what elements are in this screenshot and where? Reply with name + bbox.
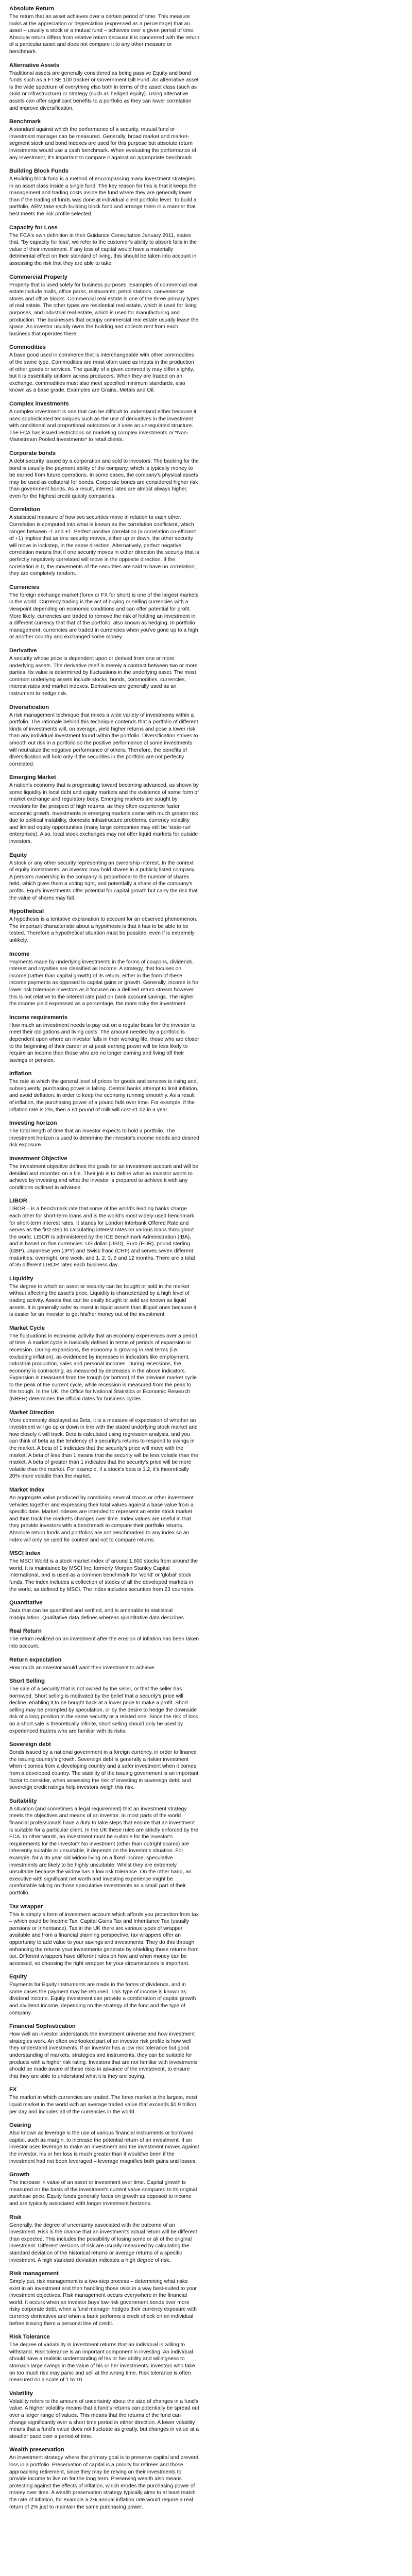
glossary-definition: The increase in value of an asset or investment over time. Capital growth is measured on the basis of the investment's current value compared to its original purchase price. Equity funds generally focus on growth as opposed to income and are typically associated with longer investment horizons. bbox=[9, 2180, 197, 2207]
glossary-entry bbox=[9, 400, 199, 444]
glossary-term: Investment Objective bbox=[9, 1156, 67, 1162]
glossary-term: Complex investments bbox=[9, 400, 69, 407]
glossary-term: MSCI Index bbox=[9, 1550, 41, 1557]
glossary-definition: The MSCI World is a stock market index of around 1,600 stocks from around the world. It is maintained by MSCI Inc, formerly Morgan Stanley Capital International, and is used as a common benchmark for 'world' or 'global' stock funds. The index includes a collection of stocks of all the developed markets in the world, as defined by MSCI. The index includes securities from 23 countries. bbox=[9, 1558, 198, 1592]
glossary-term: LIBOR bbox=[9, 1198, 27, 1205]
glossary-term: Short Selling bbox=[9, 1678, 45, 1685]
glossary-definition: The fluctuations in economic activity that an economy experiences over a period of time. A market cycle is basically defined in terms of periods of expansion or recession. During expansions, the economy is growing in real terms (i.e. excluding inflation), as evidenced by increases in indicators like employment, industrial production, sales and personal incomes. During recessions, the economy is contracting, as measured by decreases in the above indicators. Expansion is measured from the trough (or bottom) of the previous market cycle to the peak of the current cycle, while recession is measured from the peak to the trough. In the UK, the Office for National Statistics or Economic Research (NBER) determines the official dates for business cycles. bbox=[9, 1333, 198, 1402]
glossary-entry bbox=[9, 450, 199, 500]
glossary-term: Derivative bbox=[9, 647, 37, 654]
glossary-definition: A stock or any other security representing an ownership interest. In the context of equity investments, an investor may hold shares in a publicly listed company. A person's ownership in the company is proportional to the number of shares held, which gives them a voting right, and potentially a share of the company's profits. Equity investments offer potential for capital growth but carry the risk that the value of shares may fall. bbox=[9, 860, 198, 901]
glossary-entry bbox=[9, 1550, 199, 1593]
glossary-entry bbox=[9, 908, 199, 944]
glossary-entry bbox=[9, 2122, 199, 2165]
glossary-entry bbox=[9, 1409, 199, 1480]
glossary-definition: Payments made by underlying investments in the forms of coupons, dividends, interest and royalties are classified as Income. A strategy, that focuses on income (rather than capital growth) of its return, either in the form of these income payments as opposed to capital gains or growth. Generally, income is for lower risk tolerance investors as it focuses on a defined return stream however this is not relative to the interest rate paid on bank account savings. The higher the income yield expressed as a percentage, the more risky the investment. bbox=[9, 959, 199, 1007]
glossary-term: Gearing bbox=[9, 2122, 31, 2129]
glossary-definition: Payments for Equity instruments are made in the forms of dividends, and in some cases the payment may be returned. This type of income is known as dividend income. Equity investment can provide a combination of capital growth and dividend income, depending on the strategy of the fund and the type of company. bbox=[9, 1982, 196, 2016]
glossary-definition: LIBOR – is a benchmark rate that some of the world's leading banks charge each other for short-term loans and is the world's most widely-used benchmark for short-term interest rates. It stands for London Interbank Offered Rate and serves as the first step to calculating interest rates on various loans throughout the world. LIBOR is administered by the ICE Benchmark Administration (IBA), and is based on five currencies: US dollar (USD), Euro (EUR), pound sterling (GBP), Japanese yen (JPY) and Swiss franc (CHF) and serves seven different maturities: overnight, one week, and 1, 2, 3, 6 and 12 months. There are a total of 35 different LIBOR rates each business day. bbox=[9, 1206, 195, 1268]
glossary-entry bbox=[9, 1155, 199, 1191]
glossary-term: Commodities bbox=[9, 344, 46, 351]
glossary-term: FX bbox=[9, 2087, 17, 2093]
glossary-definition: A Building block fund is a method of encompassing many investment strategies in an asset class inside a single fund. The key reason for this is that it keeps the management and trading costs inside the fund where they are generally lower than if the trading of funds was done at individual client portfolio level. To build a portfolio, ARM take each building block fund and arrange them in a manner that best meets the risk profile selected. bbox=[9, 176, 197, 217]
glossary-entry bbox=[9, 647, 199, 698]
glossary-term: Building Block Funds bbox=[9, 168, 68, 175]
glossary-definition: Property that is used solely for business purposes. Examples of commercial real estate include malls, office parks, restaurants, petrol stations, convenience stores and office blocks. Commercial real estate is one of the three primary types of real estate. The other types are residential real estate, which is used for living purposes, and industrial real estate, which is used for manufacturing and production. The businesses that occupy commercial real estate usually lease the space. An investor usually owns the building and collects rent from each business that operates there. bbox=[9, 282, 199, 337]
glossary-definition: A base good used in commerce that is interchangeable with other commodities of the same type. Commodities are most often used as inputs in the production of other goods or services. The quality of a given commodity may differ slightly, but it is essentially uniform across producers. When they are traded on an exchange, commodities must also meet specified minimum standards, also known as a base grade. Examples are Grains, Metals and Oil. bbox=[9, 352, 194, 394]
glossary-entry bbox=[9, 62, 199, 112]
glossary-term: Correlation bbox=[9, 506, 40, 513]
glossary-entry bbox=[9, 852, 199, 902]
glossary-term: Risk Tolerance bbox=[9, 2334, 50, 2341]
glossary-definition: A security whose price is dependent upon or derived from one or more underlying assets. The derivative itself is merely a contract between two or more parties. Its value is determined by fluctuations in the underlying asset. The most common underlying assets include stocks, bonds, commodities, currencies, interest rates and market indexes. Derivatives are generally used as an instrument to hedge risk. bbox=[9, 655, 198, 697]
glossary-entry bbox=[9, 224, 199, 267]
glossary-definition: The degree of variability in investment returns that an individual is willing to withstand. Risk tolerance is an important component in investing. An individual should have a realistic understanding of his or her ability and willingness to stomach large swings in the value of his or her investments; investors who take on too much risk may panic and sell at the wrong time. Risk tolerance is often measured on a scale of 1 to 10. bbox=[9, 2342, 195, 2383]
glossary-definition: The return realized on an investment after the erosion of inflation has been taken into account. bbox=[9, 1636, 199, 1649]
glossary-definition: A risk management technique that mixes a wide variety of investments within a portfolio. The rationale behind this technique contends that a portfolio of different kinds of investments will, on average, yield higher returns and pose a lower risk than any individual investment found within the portfolio. Diversification strives to smooth out risk in a portfolio so the positive performance of some investments will neutralize the negative performance of others. Therefore, the benefits of diversification will hold only if the securities in the portfolio are not perfectly correlated. bbox=[9, 712, 198, 767]
glossary-entry bbox=[9, 1070, 199, 1113]
glossary-definition: The FCA's own definition in their Guidance Consultation January 2011, states that, "by capacity for loss', we refer to the customer's ability to absorb falls in the value of their investment. If any loss of capital would have a materially detrimental effect on their standard of living, this should be taken into account in assessing the risk that they are able to take. bbox=[9, 232, 197, 267]
glossary-term: Risk bbox=[9, 2214, 22, 2221]
glossary-definition: A hypothesis is a tentative explanation to account for an observed phenomenon. The important characteristic about a hypothesis is that it has to be able to be tested. Therefore a hypothetical situation must be possible, even if is extremely unlikely. bbox=[9, 917, 198, 943]
glossary-columns bbox=[9, 5, 403, 2576]
glossary-definition: A statistical measure of how two securities move in relation to each other. Correlation is computed into what is known as the correlation coefficient, which ranges between -1 and +1. Perfect positive correlation (a correlation co-efficient of +1) implies that as one security moves, either up or down, the other security will move in lockstep, in the same direction. Alternatively, perfect negative correlation means that if one security moves in either direction the security that is perfectly negatively correlated will move in the opposite direction. If the correlation is 0, the movements of the securities are said to have no correlation; they are completely random. bbox=[9, 515, 199, 577]
glossary-definition: This is simply a form of investment account which affords you protection from tax – which could be Income Tax, Capital Gains Tax and Inheritance Tax (usually pensions or Inheritance). Tax in the UK there are various types of wrapper available and from a financial planning perspective, tax wrappers offer an opportunity to add value to your savings and investments. They do this through enhancing the returns your investments generate by shielding those returns from tax. Different wrappers have different rules on how and when money can be accessed, so choosing the right wrapper for your circumstances is important. bbox=[9, 1911, 199, 1967]
glossary-term: Currencies bbox=[9, 584, 40, 590]
glossary-definition: A debt security issued by a corporation and sold to investors. The backing for the bond is usually the payment ability of the company, which is typically money to be earned from future operations. In some cases, the company's physical assets may be used as collateral for bonds. Corporate bonds are considered higher risk than government bonds. As a result, interest rates are almost always higher, even for the highest credit quality companies. bbox=[9, 458, 199, 499]
glossary-term: Investing horizon bbox=[9, 1120, 57, 1127]
glossary-entry bbox=[9, 5, 199, 56]
glossary-entry bbox=[9, 1325, 199, 1403]
glossary-term: Capacity for Loss bbox=[9, 224, 58, 231]
glossary-definition: Also known as leverage is the use of various financial instruments or borrowed capital, such as margin, to increase the potential return of an investment. If an investor uses leverage to make an investment and the investment moves against the investor, his or her loss is much greater than it would've been if the investment had not been leveraged – leverage magnifies both gains and losses. bbox=[9, 2130, 199, 2164]
glossary-term: Emerging Market bbox=[9, 774, 56, 781]
glossary-entry bbox=[9, 274, 199, 338]
glossary-definition: Volatility refers to the amount of uncertainty about the size of changes in a fund's value. A higher volatility means that a fund's returns can potentially be spread out over a larger range of values. This means that the returns of the fund can change significantly over a short time period in either direction. A lower volatility means that a fund's value does not fluctuate as greatly, but changes in value at a steadier pace over a period of time. bbox=[9, 2398, 199, 2439]
glossary-term: Return expectation bbox=[9, 1656, 62, 1663]
glossary-entry bbox=[9, 704, 199, 768]
glossary-term: Risk management bbox=[9, 2270, 59, 2277]
glossary-term: Alternative Assets bbox=[9, 62, 60, 69]
glossary-entry bbox=[9, 584, 199, 641]
glossary-definition: An investment strategy where the primary goal is to preserve capital and prevent loss in a portfolio. Preservation of capital is a priority for retirees and those approaching retirement, since they may be relying on their investments to provide income to live on for the long term. Preserving wealth also means protecting against the effects of inflation, which erodes the purchasing power of money over time. A wealth preservation strategy typically aims to at least match the rate of inflation, for example a 2% annual inflation rate would require a real return of 2% just to maintain the same purchasing power. bbox=[9, 2455, 198, 2510]
glossary-term: Benchmark bbox=[9, 118, 41, 125]
glossary-entry bbox=[9, 167, 199, 218]
glossary-definition: The sale of a security that is not owned by the seller, or that the seller has borrowed. Short selling is motivated by the belief that a security's price will decline, enabling it to be bought back at a lower price to make a profit. Short selling may be prompted by speculation, or by the desire to hedge the downside risk of a long position in the same security or a related one. Since the risk of loss on a short sale is theoretically infinite, short selling should only be used by experienced traders who are familiar with its risks. bbox=[9, 1686, 198, 1734]
glossary-definition: Bonds issued by a national government in a foreign currency, in order to finance the issuing country's growth. Sovereign debt is generally a riskier investment when it comes from a developing country and a safer investment when it comes from a developed country. The stability of the issuing government is an important factor to consider, when assessing the risk of investing in sovereign debt, and sovereign credit ratings help investors weigh this risk. bbox=[9, 1750, 199, 1791]
glossary-term: Hypothetical bbox=[9, 908, 44, 915]
glossary-term: Real Return bbox=[9, 1628, 42, 1635]
glossary-entry bbox=[9, 1903, 199, 1968]
glossary-definition: How much an investor would want their investment to achieve. bbox=[9, 1665, 156, 1671]
glossary-definition: More commonly displayed as Beta, it is a measure of expectation of whether an investment will go up or down in line with the stated underlying stock market and how closely it will track. Beta is calculated using regression analysis, and you can think of beta as the tendency of a security's returns to respond to swings in the market. A beta of 1 indicates that the security's price will move with the market. A beta of less than 1 means that the security will be less volatile than the market. A beta of greater than 1 indicates that the security's price will be more volatile than the market. For example, if a stock's beta is 1.2, it's theoretically 20% more volatile than the market. bbox=[9, 1417, 198, 1480]
glossary-term: Market Direction bbox=[9, 1409, 55, 1416]
glossary-term: Suitability bbox=[9, 1798, 37, 1804]
glossary-term: Sovereign debt bbox=[9, 1741, 51, 1748]
glossary-term: Volatility bbox=[9, 2390, 33, 2397]
glossary-entry bbox=[9, 1120, 199, 1149]
glossary-term: Commercial Property bbox=[9, 274, 68, 280]
glossary-term: Absolute Return bbox=[9, 6, 55, 12]
glossary-definition: How well an investor understands the investment universe and how investment strategies work. An often overlooked part of an investor risk profile is how well they understand investments. If an investor has a low risk tolerance but good understanding of markets, strategies and instruments, they can be suitable for products with a higher risk rating. Investors that are not familiar with investments should be made aware of these risks in advance of the investment, to ensure that they are able to understand what it is they are buying. bbox=[9, 2031, 198, 2079]
glossary-term: Growth bbox=[9, 2172, 30, 2178]
glossary-entry bbox=[9, 2333, 199, 2384]
glossary-entry bbox=[9, 344, 199, 394]
glossary-definition: A complex investment is one that can be difficult to understand either because it uses sophisticated techniques such as the use of derivatives in the investment with conditional and proportional outcomes or it uses an unregulated structure. The FCA has issued restrictions on marketing complex investments or *Non-Mainstream Pooled Investments* to retail clients. bbox=[9, 409, 197, 443]
glossary-entry bbox=[9, 1628, 199, 1650]
glossary-definition: The total length of time that an investor expects to hold a portfolio. The investment horizon is used to determine the investor's income needs and desired risk exposure. bbox=[9, 1128, 199, 1148]
glossary-entry bbox=[9, 1599, 199, 1621]
glossary-term: Equity bbox=[9, 852, 27, 858]
glossary-term: Financial Sophistication bbox=[9, 2023, 76, 2030]
glossary-entry bbox=[9, 2446, 199, 2511]
glossary-entry bbox=[9, 951, 199, 1008]
glossary-definition: The rate at which the general level of prices for goods and services is rising and, subsequently, purchasing power is falling. Central banks attempt to limit inflation, and avoid deflation, in order to keep the economy running smoothly. As a result of inflation, the purchasing power of a pound falls over time. For example, if the inflation rate is 2%, then a £1 pound of milk will cost £1.02 in a year. bbox=[9, 1079, 199, 1113]
glossary-term: Wealth preservation bbox=[9, 2447, 64, 2453]
glossary-term: Market Index bbox=[9, 1487, 45, 1493]
glossary-entry bbox=[9, 774, 199, 845]
glossary-definition: A standard against which the performance of a security, mutual fund or investment manager can be measured. Generally, broad market and market-segment stock and bond indexes are used for this purpose but absolute return investments would use a cash benchmark. When evaluating the performance of any investment, it's important to compare it against an appropriate benchmark. bbox=[9, 127, 196, 161]
glossary-definition: A situation (and sometimes a legal requirement) that an investment strategy meets the objectives and means of an investor. In most parts of the world financial professionals have a duty to take steps that ensure that an investment is suitable for a particular client. In the UK these rules are strictly enforced by the FCA. In other words, an investment must be suitable for the investor's requirements for the investor? No investment (other than outright scams) are inherently suitable or unsuitable, it depends on the investor's situation. For example, for a 95 year old widow living on a fixed income, speculative investments are likely to be highly unsuitable. Whilst they are extremely unsuitable because the widow has a low risk tolerance. On the other hand, an executive with significant net worth and investing experience might be comfortable taking on those speculative investments as a small part of their portfolio. bbox=[9, 1806, 198, 1896]
glossary-entry bbox=[9, 1656, 199, 1672]
glossary-term: Inflation bbox=[9, 1071, 32, 1077]
glossary-definition: An aggregate value produced by combining several stocks or other investment vehicles together and expressing their total values against a base value from a specific date. Market indexes are intended to represent an entire stock market and thus track the market's changes over time. Index values are useful in that they provide investors with a benchmark to compare their portfolio returns. Absolute return funds and portfolios are not benchmarked to any index so an index will only be used for context and not to compare returns. bbox=[9, 1495, 194, 1543]
glossary-entry bbox=[9, 118, 199, 161]
glossary-term: Market Cycle bbox=[9, 1325, 45, 1331]
glossary-entry bbox=[9, 1014, 199, 1064]
glossary-entry bbox=[9, 2023, 199, 2080]
glossary-term: Tax wrapper bbox=[9, 1903, 43, 1910]
glossary-term: Corporate bonds bbox=[9, 450, 56, 456]
glossary-entry bbox=[9, 1798, 199, 1897]
glossary-entry bbox=[9, 506, 199, 577]
glossary-entry bbox=[9, 1486, 199, 1544]
glossary-definition: How much an investment needs to pay out on a regular basis for the investor to meet their obligations and living costs. The amount needed by a portfolio is dependent upon where an investor falls in their working life, those who are closer to the beginning of their career or at peak earning power will be less likely to require an income than those who are no longer earning and living off their savings or pension. bbox=[9, 1022, 199, 1063]
glossary-entry bbox=[9, 2390, 199, 2441]
glossary-term: Equity bbox=[9, 1974, 27, 1980]
glossary-definition: The investment objective defines the goals for an investment account and will be detailed and recorded on a file. Their job is to define what an investor wants to achieve by investing and what the investor is prepared to achieve it with any conditions outlined in advance. bbox=[9, 1164, 198, 1191]
glossary-entry bbox=[9, 1197, 199, 1268]
glossary-definition: A nation's economy that is progressing toward becoming advanced, as shown by some liquidity in local debt and equity markets and the existence of some form of market exchange and regulatory body. Emerging markets are sought by investors for the prospect of high returns, as they often experience faster economic growth. Investments in emerging markets come with much greater risk due to political instability, domestic infrastructure problems, currency volatility and limited equity opportunities (many large companies may still be 'state-run' enterprises). Also, local stock exchanges may not offer liquid markets for outside investors. bbox=[9, 783, 199, 845]
glossary-definition: The degree to which an asset or security can be bought or sold in the market without affecting the asset's price. Liquidity is characterized by a high level of trading activity. Assets that can be easily bought or sold are known as liquid assets. It is generally safer to invest in liquid assets than illiquid ones because it is easier for an investor to get his/her money out of the investment. bbox=[9, 1283, 196, 1318]
glossary-entry bbox=[9, 1677, 199, 1735]
glossary-definition: The market in which currencies are traded. The forex market is the largest, most liquid market in the world with an average traded value that exceeds $1.9 trillion per day and includes all of the currencies in the world. bbox=[9, 2095, 197, 2115]
glossary-term: Income requirements bbox=[9, 1014, 68, 1021]
glossary-definition: The return that an asset achieves over a certain period of time. This measure looks at the appreciation or depreciation (expressed as a percentage) that an asset – usually a stock or a mutual fund – achieves over a given period of time. Absolute return differs from relative return because it is concerned with the return of a particular asset and does not compare it to any other measure or benchmark. bbox=[9, 14, 199, 55]
glossary-entry bbox=[9, 1973, 199, 2016]
glossary-entry bbox=[9, 2086, 199, 2115]
glossary-definition: Data that can be quantified and verified, and is amenable to statistical manipulation. Qualitative data defines whereas quantitative data describes. bbox=[9, 1608, 185, 1621]
glossary-definition: Simply put, risk management is a two-step process – determining what risks exist in an investment and then handling those risks in a way best-suited to your investment objectives. Risk management occurs everywhere in the financial world. It occurs when an investor buys low-risk government bonds over more risky corporate debt, when a fund manager hedges their currency exposure with currency derivatives and when a bank performs a credit check on an individual before issuing them a personal line of credit. bbox=[9, 2279, 197, 2327]
glossary-term: Diversification bbox=[9, 704, 49, 710]
glossary-entry bbox=[9, 1741, 199, 1791]
glossary-definition: Generally, the degree of uncertainty associated with the outcome of an investment. Risk is the chance that an investment's actual return will be different than expected. This includes the possibility of losing some or all of the original investment. Different versions of risk are usually measured by calculating the standard deviation of the historical returns or average returns of a specific investment. A high standard deviation indicates a high degree of risk. bbox=[9, 2222, 197, 2263]
glossary-definition: Traditional assets are generally considered as being passive Equity and bond funds such as a FTSE 100 tracker or Government Gilt Fund. An alternative asset is the wide spectrum of everything else both in terms of the asset class (such as Gold or Infrastructure) or strategy (such as hedged equity). Using alternative assets can offer significant benefits to a portfolio as they can lower correlation and improve diversification. bbox=[9, 70, 199, 111]
glossary-entry bbox=[9, 2171, 199, 2207]
glossary-entry bbox=[9, 2214, 199, 2264]
glossary-term: Liquidity bbox=[9, 1275, 33, 1282]
glossary-entry bbox=[9, 1275, 199, 1318]
glossary-entry bbox=[9, 2270, 199, 2327]
glossary-term: Income bbox=[9, 951, 30, 957]
glossary-definition: The foreign exchange market (forex or FX for short) is one of the largest markets in the world. Currency trading is the act of buying or selling currencies with a viewpoint depending on economic conditions and can offer potential for profit. More likely, currencies are traded to remove the risk of holding an investment in a different currency that that of the portfolio, also known as hedging. In portfolio management, currencies are traded in currencies when you've gone up to a high or another country and exchanged some money. bbox=[9, 592, 199, 640]
glossary-term: Quantitative bbox=[9, 1600, 43, 1606]
